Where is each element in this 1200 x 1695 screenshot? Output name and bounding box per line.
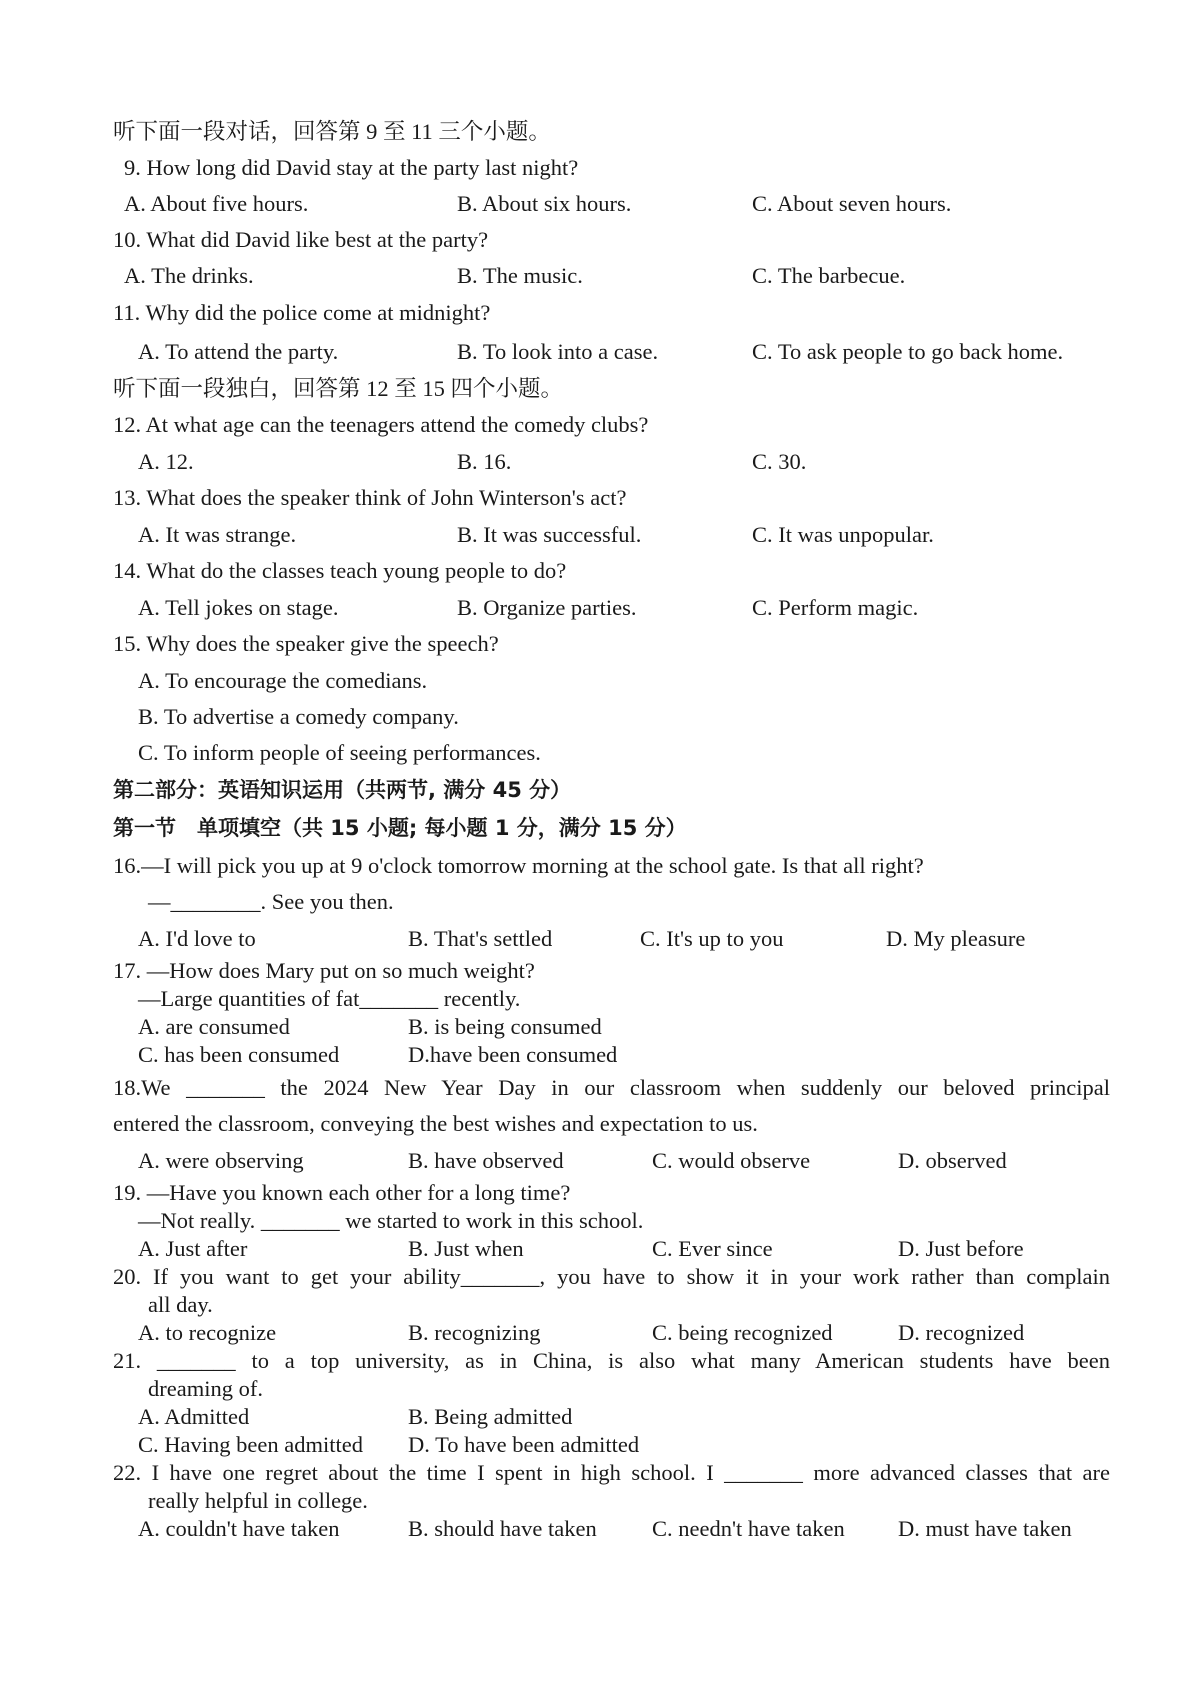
q15-option-a: A. To encourage the comedians. [138,668,428,693]
q22-option-c: C. needn't have taken [652,1516,845,1541]
q18-option-a: A. were observing [138,1148,304,1173]
q11-option-c: C. To ask people to go back home. [752,339,1064,364]
listening-instruction-12-15: 听下面一段独白，回答第 12 至 15 四个小题。 [113,376,564,401]
q17-option-d: D.have been consumed [408,1042,618,1067]
q16-reply: —________. See you then. [148,889,394,914]
q11-option-a: A. To attend the party. [138,339,339,364]
q16-option-b: B. That's settled [408,926,553,951]
q21-stem-line2: dreaming of. [148,1376,263,1401]
q11-stem: 11. Why did the police come at midnight? [113,300,491,325]
q10-option-b: B. The music. [457,263,583,288]
q22-stem-line2: really helpful in college. [148,1488,368,1513]
q9-option-b: B. About six hours. [457,191,632,216]
q10-option-c: C. The barbecue. [752,263,906,288]
q19-option-a: A. Just after [138,1236,248,1261]
q22-option-d: D. must have taken [898,1516,1072,1541]
q13-option-c: C. It was unpopular. [752,522,934,547]
q20-stem-line1: 20. If you want to get your ability_______, you have to show it in your work rather than complain [113,1264,1110,1289]
q18-option-d: D. observed [898,1148,1007,1173]
q18-option-b: B. have observed [408,1148,564,1173]
q22-stem-line1: 22. I have one regret about the time I spent in high school. I _______ more advanced classes that are [113,1460,1110,1485]
q20-option-b: B. recognizing [408,1320,541,1345]
q20-option-c: C. being recognized [652,1320,833,1345]
q10-option-a: A. The drinks. [124,263,254,288]
q20-option-d: D. recognized [898,1320,1025,1345]
q13-option-b: B. It was successful. [457,522,642,547]
q12-option-a: A. 12. [138,449,194,474]
q21-option-c: C. Having been admitted [138,1432,363,1457]
q21-option-b: B. Being admitted [408,1404,573,1429]
q21-option-a: A. Admitted [138,1404,250,1429]
q20-option-a: A. to recognize [138,1320,277,1345]
q16-option-a: A. I'd love to [138,926,256,951]
q14-option-a: A. Tell jokes on stage. [138,595,339,620]
q21-stem-line1: 21. _______ to a top university, as in China, is also what many American students have been [113,1348,1110,1373]
q21-option-d: D. To have been admitted [408,1432,640,1457]
q14-stem: 14. What do the classes teach young people to do? [113,558,567,583]
q12-option-c: C. 30. [752,449,807,474]
q12-stem: 12. At what age can the teenagers attend the comedy clubs? [113,412,649,437]
q18-stem-line2: entered the classroom, conveying the best wishes and expectation to us. [113,1111,758,1136]
q22-option-b: B. should have taken [408,1516,597,1541]
q11-option-b: B. To look into a case. [457,339,659,364]
q18-stem-line1: 18.We _______ the 2024 New Year Day in our classroom when suddenly our beloved principal [113,1075,1110,1100]
q17-stem: 17. —How does Mary put on so much weight? [113,958,535,983]
q17-option-a: A. are consumed [138,1014,290,1039]
part2-title: 第二部分：英语知识运用（共两节, 满分 45 分） [113,778,572,802]
q15-option-b: B. To advertise a comedy company. [138,704,459,729]
q19-reply: —Not really. _______ we started to work in this school. [138,1208,644,1233]
q15-option-c: C. To inform people of seeing performances. [138,740,541,765]
q10-stem: 10. What did David like best at the party? [113,227,489,252]
q9-option-a: A. About five hours. [124,191,309,216]
q13-option-a: A. It was strange. [138,522,297,547]
q19-stem: 19. —Have you known each other for a long time? [113,1180,571,1205]
q14-option-b: B. Organize parties. [457,595,637,620]
q17-option-b: B. is being consumed [408,1014,602,1039]
q18-option-c: C. would observe [652,1148,811,1173]
q16-stem: 16.—I will pick you up at 9 o'clock tomorrow morning at the school gate. Is that all right? [113,853,924,878]
q15-stem: 15. Why does the speaker give the speech? [113,631,499,656]
q19-option-d: D. Just before [898,1236,1024,1261]
q9-option-c: C. About seven hours. [752,191,952,216]
q20-stem-line2: all day. [148,1292,213,1317]
q14-option-c: C. Perform magic. [752,595,919,620]
q17-option-c: C. has been consumed [138,1042,340,1067]
q17-reply: —Large quantities of fat_______ recently. [138,986,521,1011]
q9-stem: 9. How long did David stay at the party last night? [124,155,579,180]
q16-option-d: D. My pleasure [886,926,1026,951]
q19-option-b: B. Just when [408,1236,524,1261]
q19-option-c: C. Ever since [652,1236,773,1261]
listening-instruction-9-11: 听下面一段对话，回答第 9 至 11 三个小题。 [113,119,551,144]
part2-section1-title: 第一节 单项填空（共 15 小题; 每小题 1 分，满分 15 分） [113,816,687,840]
q12-option-b: B. 16. [457,449,512,474]
q16-option-c: C. It's up to you [640,926,784,951]
q22-option-a: A. couldn't have taken [138,1516,340,1541]
q13-stem: 13. What does the speaker think of John Winterson's act? [113,485,627,510]
